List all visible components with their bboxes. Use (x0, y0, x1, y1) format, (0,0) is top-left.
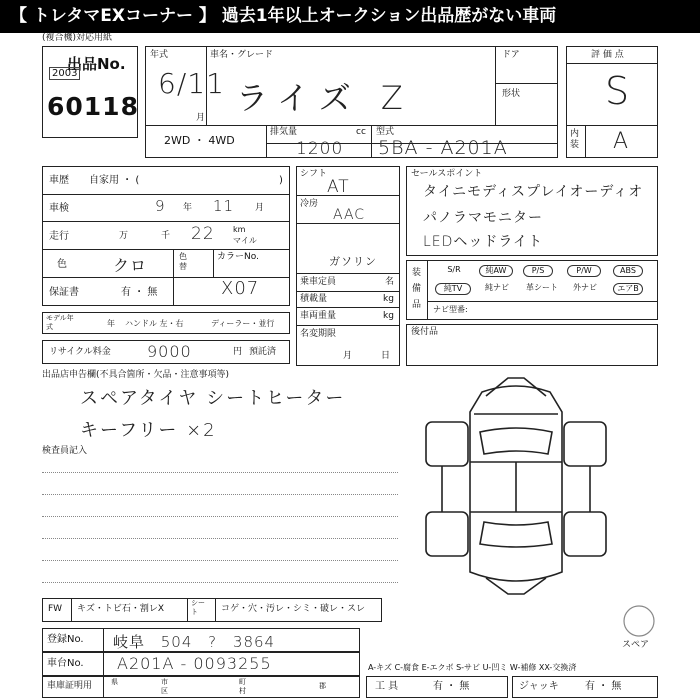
equip-tv: 純TV (435, 283, 471, 295)
chassis-value: A201A - 0093255 (117, 654, 272, 673)
color-no-value: X07 (221, 278, 260, 299)
capacity-unit: 名 (385, 277, 395, 287)
recycle-label: リサイクル料金 (49, 347, 111, 357)
tools-row (366, 676, 508, 698)
aftermarket-box (406, 324, 658, 366)
color-swap-label: 色替 (179, 252, 187, 271)
model-year-unit: 年 (107, 319, 115, 328)
equip-ps: P/S (523, 265, 553, 277)
sales-line-1: タイニモディスプレイオーディオ (423, 184, 644, 200)
seat-label: シート (191, 599, 205, 616)
capacity-label: 乗車定員 (300, 277, 337, 287)
navi-model-label: ナビ型番: (433, 305, 468, 314)
fw-label: FW (48, 604, 63, 614)
dealer-notes-label: 出品店申告欄(不具合箇所・欠品・注意事項等) (42, 370, 230, 380)
fuel-value: ガソリン (329, 255, 377, 268)
recycle-value: 9000 (147, 342, 192, 361)
shape-label: 形状 (502, 89, 521, 99)
interior-label: 内装 (570, 129, 580, 150)
name-change-day: 日 (381, 351, 391, 361)
year-month-unit: 月 (196, 113, 206, 123)
inspection-month: 11 (213, 197, 235, 215)
inspector-label: 検査員記入 (42, 446, 88, 456)
shift-label: シフト (300, 169, 328, 179)
spare-tire-icon (620, 604, 658, 638)
damage-row (42, 598, 382, 622)
lot-label: 出品No. (67, 55, 126, 73)
aircon-value: AAC (333, 207, 366, 223)
sales-box (406, 166, 658, 256)
model-year-label: モデル年式 (46, 314, 74, 331)
inspection-label: 車検 (49, 203, 69, 214)
equip-navi: 純ナビ (485, 283, 509, 292)
mileage-man: 万 (119, 231, 129, 241)
color-value: クロ (113, 256, 148, 275)
mileage-unit-mile: マイル (233, 236, 257, 245)
garage-cell-2: 市 (161, 678, 168, 686)
equip-abs: ABS (613, 265, 643, 277)
jack-label: ジャッキ (519, 681, 559, 692)
year-label: 年式 (150, 50, 169, 60)
dealer-text: ディーラー・並行 (211, 319, 275, 328)
history-close: ) (279, 175, 283, 186)
car-name-value: ライズ Z (236, 79, 413, 117)
mileage-value: 22 (191, 224, 215, 244)
score-box (566, 46, 658, 158)
equip-airbag: エアB (613, 283, 643, 295)
chassis-row (42, 652, 360, 676)
dealer-note-2: キーフリー ×2 (80, 420, 217, 441)
garage-cell-4: 町 (239, 678, 246, 686)
model-value: 5BA - A201A (378, 137, 508, 159)
dealer-note-1: スペアタイヤ シートヒーター (80, 388, 346, 409)
history-label: 車歴 (49, 175, 69, 186)
equip-aw: 純AW (479, 265, 513, 277)
equipment-label: 装備品 (412, 268, 422, 310)
header-title: 【 トレタマEXコーナー 】 過去1年以上オークション出品歴がない車両 (10, 6, 557, 26)
load-unit: kg (383, 294, 394, 304)
header-banner (0, 0, 700, 33)
aftermarket-label: 後付品 (411, 327, 439, 337)
equip-pw: P/W (567, 265, 601, 277)
color-label: 色 (57, 259, 67, 270)
legend: A-キズ C-腐食 E-エクボ S-サビ U-凹ミ W-補修 XX-交換済 (368, 663, 577, 672)
door-label: ドア (502, 50, 520, 60)
tools-label: 工 具 (375, 681, 399, 692)
car-damage-diagram (412, 372, 620, 602)
car-name-label: 車名・グレード (210, 50, 274, 60)
warranty-value: 有 ・ 無 (121, 287, 158, 298)
mid-box (296, 166, 400, 366)
model-label: 型式 (376, 127, 395, 137)
inspection-month-unit: 月 (255, 203, 265, 213)
form-note: (複合機)対応用紙 (42, 33, 113, 43)
inspection-year: 9 (155, 197, 166, 215)
displacement-value: 1200 (296, 139, 344, 159)
seat-text: コゲ・穴・汚レ・シミ・破レ・スレ (221, 604, 366, 614)
weight-label: 車両重量 (300, 311, 337, 321)
equip-sr: S/R (447, 265, 461, 274)
detail-box (42, 166, 290, 306)
recycle-unit: 円 (233, 347, 243, 357)
weight-unit: kg (383, 311, 394, 321)
mileage-unit-km: km (233, 225, 246, 234)
garage-cell-5: 村 (239, 687, 246, 695)
jack-value: 有 ・ 無 (585, 681, 622, 692)
garage-cell-1: 県 (111, 678, 118, 686)
registration-row (42, 628, 360, 652)
garage-row (42, 676, 360, 698)
drive-label: 2WD ・ 4WD (164, 134, 235, 147)
equip-leather: 革シート (526, 283, 558, 292)
recycle-deposit: 預託済 (249, 347, 277, 357)
shift-value: AT (327, 177, 350, 197)
score-value: S (605, 69, 631, 113)
garage-cell-3: 区 (161, 687, 168, 695)
sales-line-3: LEDヘッドライト (423, 234, 544, 250)
aircon-label: 冷房 (300, 199, 319, 209)
year-value: 6/11 (158, 67, 225, 100)
equip-ext-navi: 外ナビ (573, 283, 597, 292)
color-no-label: カラーNo. (217, 252, 259, 262)
mileage-sen: 千 (161, 231, 171, 241)
name-change-month: 月 (343, 351, 353, 361)
handle-text: ハンドル 左・右 (125, 319, 184, 328)
top-main-box (145, 46, 558, 158)
jack-row (512, 676, 658, 698)
lot-number: 60118 (47, 92, 139, 121)
equipment-box (406, 260, 658, 320)
model-year-row (42, 312, 290, 334)
garage-label: 車庫証明用 (47, 681, 93, 691)
registration-value: 岐阜 504 ? 3864 (113, 633, 276, 651)
recycle-row (42, 340, 290, 364)
sales-line-2: パノラマモニター (423, 210, 543, 226)
warranty-label: 保証書 (49, 287, 79, 298)
load-label: 積載量 (300, 294, 328, 304)
interior-value: A (613, 129, 630, 154)
sales-label: セールスポイント (411, 169, 483, 179)
garage-cell-6: 郡 (319, 682, 326, 690)
name-change-label: 名変期限 (300, 329, 337, 339)
displacement-label: 排気量 (270, 127, 298, 137)
lot-stamp: 2003 (49, 67, 80, 80)
score-label: 評 価 点 (591, 50, 624, 60)
lot-box (42, 46, 138, 138)
tools-value: 有 ・ 無 (433, 681, 470, 692)
chassis-label: 車台No. (47, 658, 84, 669)
history-value: 自家用 ・ ( (89, 175, 140, 186)
displacement-unit: cc (356, 127, 366, 137)
registration-label: 登録No. (47, 634, 84, 645)
spare-label: スペア (622, 640, 650, 650)
mileage-label: 走行 (49, 231, 69, 242)
inspection-year-unit: 年 (183, 203, 193, 213)
fw-text: キズ・トビ石・割レX (77, 604, 164, 614)
